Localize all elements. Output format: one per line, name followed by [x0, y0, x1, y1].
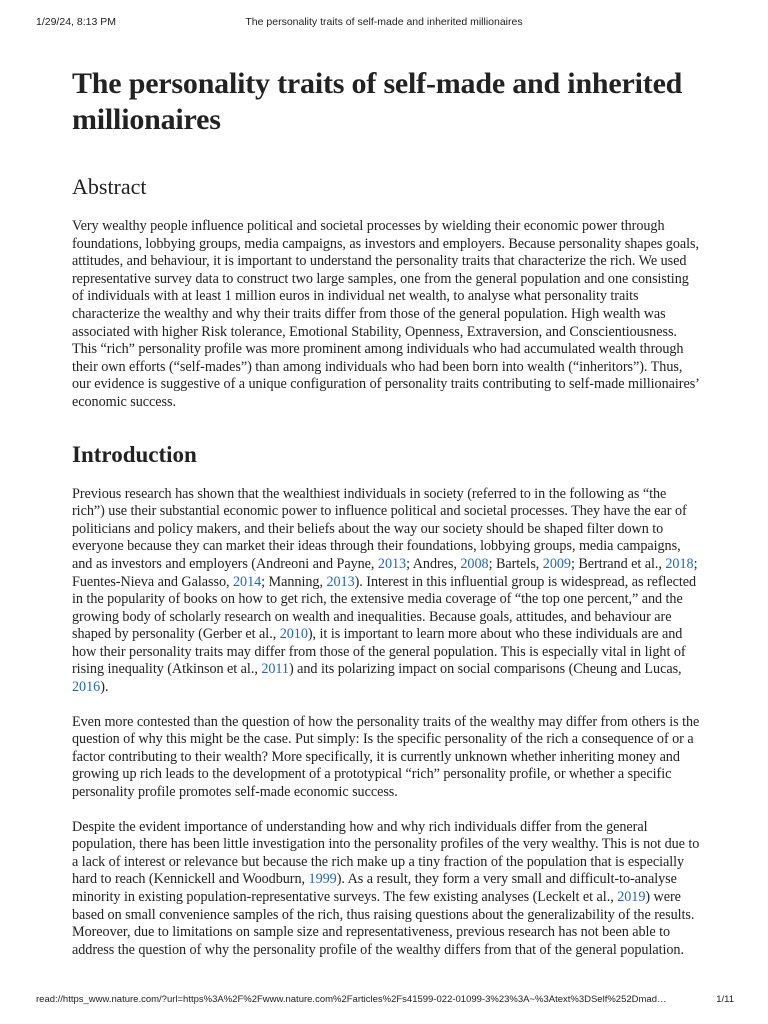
text-run: ), it is important to learn more about who these individuals are and how their personality traits may differ from those of the general population. This is especially vital in light of rising inequality (Atkinson et al., [72, 626, 686, 678]
text-run: ; Bertrand et al., [570, 555, 666, 572]
citation-link[interactable]: 2010 [279, 626, 308, 643]
introduction-paragraph-3 [72, 819, 700, 960]
citation-link[interactable]: 1999 [308, 871, 337, 888]
print-url: read://https_www.nature.com/?url=https%3A%2F%2Fwww.nature.com%2Farticles%2Fs41599-022-01099-3%23%3A~%3Atext%3DSelf%252Dmad… [36, 994, 667, 1005]
abstract-heading: Abstract [72, 174, 147, 199]
citation-link[interactable]: 2013 [326, 573, 355, 590]
introduction-heading: Introduction [72, 441, 197, 467]
text-run: ; Fuentes-Nieva and Galasso, [72, 555, 698, 590]
text-run: ; Bartels, [488, 555, 543, 572]
text-run: ) and its polarizing impact on social comparisons (Cheung and Lucas, [288, 661, 682, 678]
citation-link[interactable]: 2014 [232, 573, 262, 590]
introduction-paragraph-2: Even more contested than the question of how the personality traits of the wealthy may differ from others is the question of why this might be the case. Put simply: Is the specific personality of the rich a consequence of or a factor contributing to their wealth? More specifically, it is currently unknown whether inheriting money and growing up rich leads to the development of a prototypical “rich” personality profile, or whether a specific personality profile promotes self-made economic success. [72, 713, 700, 801]
text-run: ). Interest in this influential group is widespread, as reflected in the popularity of books on how to get rich, the extensive media coverage of “the top one percent,” and the growing body of scholarly research on wealth and inequalities. Because goals, attitudes, and behaviour are shaped by personality (Gerber et al., [72, 573, 697, 643]
text-run: ; Andres, [406, 555, 461, 572]
print-page-title: The personality traits of self-made and inherited millionaires [245, 16, 523, 28]
citation-link[interactable]: 2019 [617, 889, 646, 905]
page-number: 1/11 [716, 994, 734, 1005]
article-title: The personality traits of self-made and inherited millionaires [72, 67, 683, 136]
print-datetime: 1/29/24, 8:13 PM [36, 16, 116, 28]
citation-link[interactable]: 2011 [261, 661, 289, 678]
citation-link[interactable]: 2008 [460, 555, 489, 572]
text-run: ) were based on small convenience samples of the rich, thus raising questions about the generalizability of the results. Moreover, due to limitations on sample size and representativeness, previous research has not been able to address the question of why the personality profile of the wealthy differs from that of the general population. [72, 889, 695, 958]
text-run: ). [100, 679, 109, 696]
article-content [72, 66, 700, 959]
text-run: Previous research has shown that the wealthiest individuals in society (referred to in the following as “the rich”) use their substantial economic power to influence political and societal processes. They have the ear of politicians and policy makers, and their beliefs about the way our society should be shaped filter down to everyone because they can market their ideas through their foundations, lobbying groups, media campaigns, and as investors and employers (Andreoni and Payne, [72, 485, 687, 572]
text-run: ). As a result, they form a very small and difficult-to-analyse minority in existing population-representative surveys. The few existing analyses (Leckelt et al., [72, 871, 677, 905]
citation-link[interactable]: 2009 [542, 555, 571, 572]
print-header [0, 16, 768, 30]
citation-link[interactable]: 2018 [665, 555, 694, 572]
abstract-text: Very wealthy people influence political and societal processes by wielding their economic power through foundations, lobbying groups, media campaigns, as investors and employers. Because personality shapes goals, attitudes, and behaviour, it is important to understand the personality traits that characterize the rich. We used representative survey data to construct two large samples, one from the general population and one consisting of individuals with at least 1 million euros in individual net wealth, to analyse what personality traits characterize the wealthy and why their traits differ from those of the general population. High wealth was associated with higher Risk tolerance, Emotional Stability, Openness, Extraversion, and Conscientiousness. This “rich” personality profile was more prominent among individuals who had accumulated wealth through their own efforts (“self-mades”) than among individuals who had been born into wealth (“inheritors”). Thus, our evidence is suggestive of a unique configuration of personality traits contributing to self-made millionaires’ economic success. [72, 218, 699, 410]
introduction-paragraph-1 [72, 486, 700, 697]
print-footer [0, 994, 768, 1008]
text-run: Despite the evident importance of understanding how and why rich individuals differ from the general population, there has been little investigation into the personality profiles of the very wealthy. This is not due to a lack of interest or relevance but because the rich make up a tiny fraction of the population that is especially hard to reach (Kennickell and Woodburn, [72, 818, 700, 888]
citation-link[interactable]: 2016 [72, 679, 101, 696]
citation-link[interactable]: 2013 [377, 555, 407, 572]
text-run: ; Manning, [261, 573, 327, 590]
